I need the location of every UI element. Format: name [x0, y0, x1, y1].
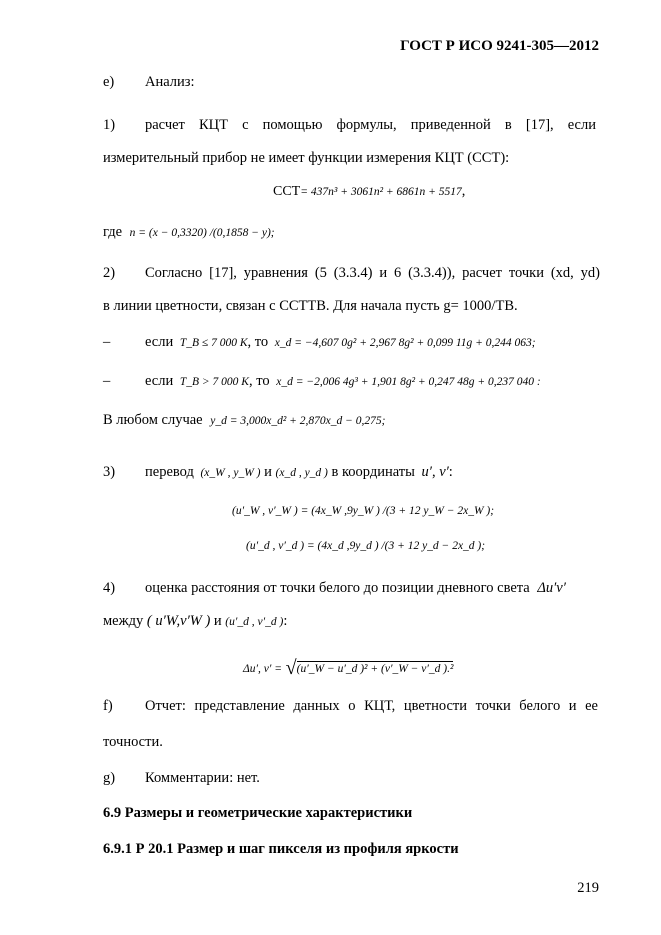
- where-word: где: [103, 224, 123, 240]
- case1-mid: , то: [247, 334, 269, 350]
- item-4-line1: [145, 580, 566, 597]
- item-1-line1: расчет КЦТ с помощью формулы, приведенной в [17], если: [145, 117, 596, 133]
- distance-lhs: Δu′, v′ =: [243, 663, 283, 675]
- item-2-line2: в линии цветности, связан с CCTTB. Для начала пусть g= 1000/TB.: [103, 298, 518, 314]
- item-4-and: и: [213, 613, 222, 629]
- case1-line: [145, 334, 536, 351]
- item-3-line: [145, 464, 453, 481]
- case1-dash: –: [103, 334, 111, 350]
- item-e-text: Анализ:: [145, 74, 195, 90]
- item-3-colon: :: [448, 464, 453, 480]
- item-3-u: u′: [421, 464, 432, 480]
- case2-dash: –: [103, 373, 111, 389]
- case2-cond: T_B > 7 000 K: [179, 376, 249, 388]
- item-3-mid: в координаты: [331, 464, 415, 480]
- where-line: [103, 224, 275, 241]
- running-header: ГОСТ Р ИСО 9241-305—2012: [400, 38, 599, 54]
- item-4-between: между: [103, 613, 144, 629]
- case1-formula: x_d = −4,607 0g² + 2,967 8g² + 0,099 11g + 0,244 063;: [274, 337, 536, 349]
- item-3-and: и: [264, 464, 272, 480]
- page-number: 219: [577, 880, 599, 896]
- item-3-label: 3): [103, 464, 116, 480]
- item-2-label: 2): [103, 265, 116, 281]
- case2-line: [145, 373, 541, 390]
- sqrt-sign: √: [285, 657, 297, 679]
- case2-formula: x_d = −2,006 4g³ + 1,901 8g² + 0,247 48g + 0,237 040 :: [276, 376, 541, 388]
- item-4-point-w: ( u′W,v′W ): [146, 613, 211, 629]
- item-3-comma: ,: [431, 464, 436, 480]
- item-1-line2: измерительный прибор не имеет функции измерения КЦТ (CCT):: [103, 150, 510, 166]
- cct-lhs: CCT: [273, 184, 301, 199]
- case2-mid: , то: [248, 373, 270, 389]
- any-case-formula: y_d = 3,000x_d² + 2,870x_d − 0,275;: [210, 415, 386, 427]
- item-3-v: v′: [439, 464, 449, 480]
- item-f-line2: точности.: [103, 734, 163, 750]
- item-4-text: оценка расстояния от точки белого до позиции дневного света: [145, 580, 530, 596]
- distance-rhs: (u′_W − u′_d )² + (v′_W − v′_d ).²: [296, 663, 454, 675]
- case2-prefix: если: [145, 373, 174, 389]
- item-3-prefix: перевод: [145, 464, 194, 480]
- item-1-label: 1): [103, 117, 116, 133]
- distance-formula: [243, 655, 453, 678]
- where-formula: n = (x − 0,3320) /(0,1858 − y);: [129, 227, 275, 239]
- cct-rhs: = 437n³ + 3061n² + 6861n + 5517: [300, 186, 462, 198]
- item-4-symbol: Δu′v′: [537, 580, 566, 596]
- eq-uv-daylight: (u′_d , v′_d ) = (4x_d ,9y_d ) /(3 + 12 y_d − 2x_d );: [246, 540, 486, 552]
- cct-tail: ,: [461, 183, 466, 199]
- section-6-9-1-heading: 6.9.1 Р 20.1 Размер и шаг пикселя из профиля яркости: [103, 841, 459, 857]
- cct-formula: [273, 183, 465, 200]
- item-e-label: e): [103, 74, 115, 90]
- section-6-9-heading: 6.9 Размеры и геометрические характеристики: [103, 805, 413, 821]
- case1-cond: T_B ≤ 7 000 K: [179, 337, 248, 349]
- item-4-line2: [103, 613, 287, 630]
- any-case-line: [103, 412, 385, 429]
- item-3-point-d: (x_d , y_d ): [275, 467, 328, 479]
- any-case-text: В любом случае: [103, 412, 203, 428]
- item-f-label: f): [103, 698, 113, 714]
- eq-uv-white: (u′_W , v′_W ) = (4x_W ,9y_W ) /(3 + 12 y_W − 2x_W );: [232, 505, 495, 517]
- item-g-text: Комментарии: нет.: [145, 770, 260, 786]
- item-2-line1: Согласно [17], уравнения (5 (3.3.4) и 6 (3.3.4)), расчет точки (xd, yd): [145, 265, 600, 281]
- item-4-label: 4): [103, 580, 116, 596]
- item-g-label: g): [103, 770, 116, 786]
- item-4-point-d: (u′_d , v′_d ): [225, 616, 284, 628]
- item-4-colon: :: [283, 613, 288, 629]
- case1-prefix: если: [145, 334, 174, 350]
- item-f-line1: Отчет: представление данных о КЦТ, цветности точки белого и ее: [145, 698, 598, 714]
- item-3-point-w: (x_W , y_W ): [200, 467, 261, 479]
